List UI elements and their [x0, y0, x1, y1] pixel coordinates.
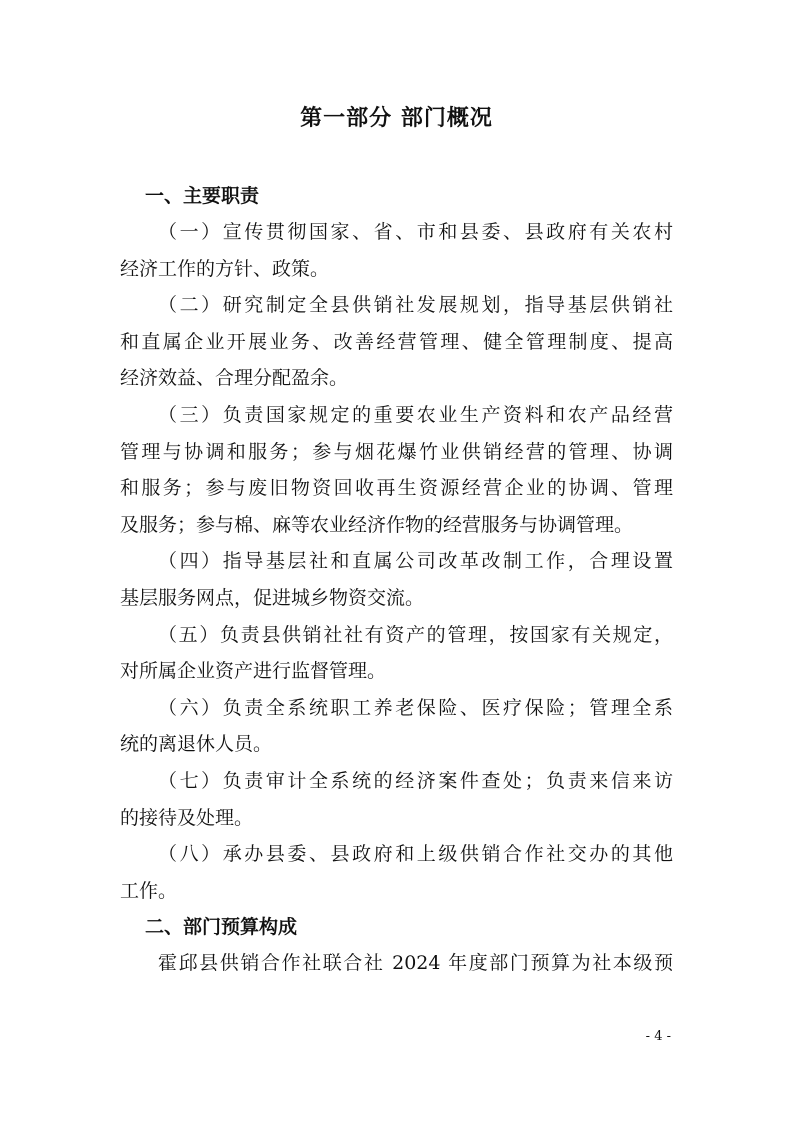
paragraph-line: 对所属企业资产进行监督管理。 — [120, 660, 387, 683]
page-title: 第一部分 部门概况 — [300, 106, 493, 131]
paragraph-duty-5 — [120, 617, 673, 690]
paragraph-line: 和服务；参与废旧物资回收再生资源经营企业的协调、管理 — [120, 477, 673, 500]
page-number: - 4 - — [645, 1029, 671, 1044]
paragraph-duty-7 — [120, 763, 673, 836]
paragraph-budget-intro — [120, 945, 673, 982]
document-body — [120, 178, 673, 982]
paragraph-line: （三）负责国家规定的重要农业生产资料和农产品经营 — [158, 403, 673, 426]
paragraph-line: 和直属企业开展业务、改善经营管理、健全管理制度、提高 — [120, 330, 673, 353]
paragraph-line: （二）研究制定全县供销社发展规划，指导基层供销社 — [158, 294, 673, 317]
paragraph-line: （七）负责审计全系统的经济案件查处；负责来信来访 — [158, 769, 673, 792]
paragraph-line: 工作。 — [120, 879, 178, 902]
paragraph-duty-3 — [120, 397, 673, 543]
paragraph-line: 及服务；参与棉、麻等农业经济作物的经营服务与协调管理。 — [120, 513, 634, 536]
paragraph-line: 统的离退休人员。 — [120, 733, 273, 756]
section-heading-main-duties: 一、主要职责 — [145, 185, 260, 207]
paragraph-line: 管理与协调和服务；参与烟花爆竹业供销经营的管理、协调 — [120, 440, 673, 463]
paragraph-line: （五）负责县供销社社有资产的管理，按国家有关规定， — [158, 623, 673, 646]
paragraph-line: （四）指导基层社和直属公司改革改制工作，合理设置 — [158, 550, 673, 573]
paragraph-line: （一）宣传贯彻国家、省、市和县委、县政府有关农村 — [158, 221, 673, 243]
paragraph-line: （八）承办县委、县政府和上级供销合作社交办的其他 — [158, 843, 673, 866]
paragraph-line: 经济效益、合理分配盈余。 — [120, 367, 349, 390]
paragraph-duty-2 — [120, 287, 673, 397]
paragraph-line: （六）负责全系统职工养老保险、医疗保险；管理全系 — [158, 696, 673, 719]
paragraph-duty-4 — [120, 543, 673, 616]
paragraph-line: 经济工作的方针、政策。 — [120, 257, 330, 280]
paragraph-duty-8 — [120, 836, 673, 909]
paragraph-line: 霍邱县供销合作社联合社 2024 年度部门预算为社本级预 — [158, 952, 673, 975]
paragraph-line: 基层服务网点，促进城乡物资交流。 — [120, 586, 425, 609]
section-heading-budget-composition: 二、部门预算构成 — [145, 916, 298, 939]
paragraph-line: 的接待及处理。 — [120, 806, 254, 829]
paragraph-duty-1 — [120, 214, 673, 287]
paragraph-duty-6 — [120, 690, 673, 763]
